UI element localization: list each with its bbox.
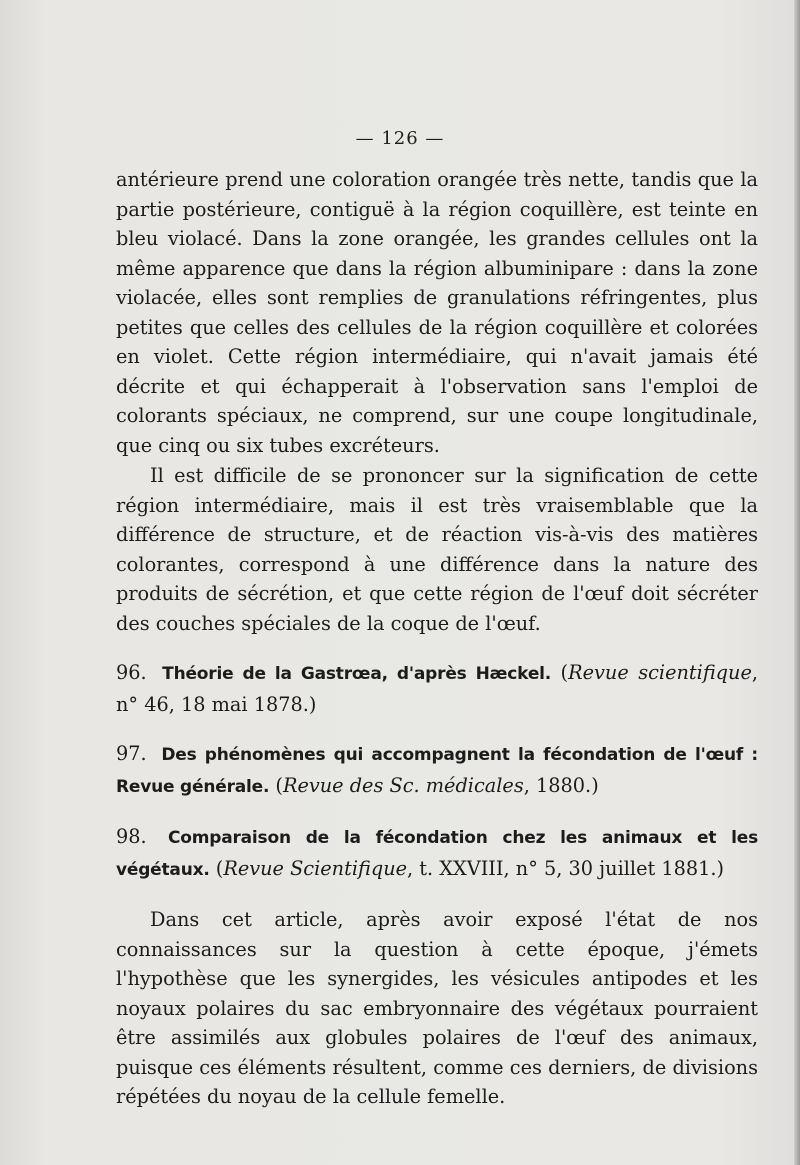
bibliography-entry-98 [116, 822, 758, 885]
entry-ref-details: , n° 46, 18 mai 1878.) [116, 661, 758, 716]
entry-number: 98. [116, 825, 147, 848]
entry-title: Des phénomènes qui accompagnent la fécondation de l'œuf : Revue générale. [116, 745, 758, 797]
entry-title: Théorie de la Gastrœa, d'après Hæckel. [162, 664, 552, 684]
entry-ref-details: , 1880.) [523, 773, 599, 797]
entry-ref-open: ( [560, 661, 569, 684]
entry-ref-details: , t. XXVIII, n° 5, 30 juillet 1881.) [407, 856, 725, 880]
page-number: — 126 — [355, 128, 445, 149]
entry-ref-open: ( [275, 773, 283, 797]
entry-journal: Revue des Sc. médicales [282, 773, 524, 797]
bibliography-entry-97 [116, 739, 758, 802]
bibliography-entry-96 [116, 658, 758, 719]
paragraph-2: Il est difficile de se prononcer sur la signification de cette région intermédiaire, mais il est très vraisemblable que la différence de structure, et de réaction vis-à-vis des matières colorantes, correspond à une différence dans la nature des produits de sécrétion, et que cette région de l'œuf doit sécréter des couches spéciales de la coque de l'œuf. [116, 464, 758, 635]
entry-number: 97. [116, 742, 147, 765]
entry-journal: Revue Scientifique [223, 856, 408, 880]
paragraph-1: antérieure prend une coloration orangée très nette, tandis que la partie postérieure, contiguë à la région coquillère, est teinte en bleu violacé. Dans la zone orangée, les grandes cellules ont la même apparence que dans la région albuminipare : dans la zone violacée, elles sont remplies de granulations réfringentes, plus petites que celles des cellules de la région coquillère et colorées en violet. Cette région intermédiaire, qui n'avait jamais été décrite et qui échapperait à l'observation sans l'emploi de colorants spéciaux, ne comprend, sur une coupe longitudinale, que cinq ou six tubes excréteurs. [116, 168, 758, 457]
entry-title: Comparaison de la fécondation chez les animaux et les végétaux. [116, 828, 758, 880]
page-content [116, 165, 758, 1112]
page-edge [794, 0, 800, 1165]
entry-discussion: Dans cet article, après avoir exposé l'état de nos connaissances sur la question à cette époque, j'émets l'hypothèse que les synergides, les vésicules antipodes et les noyaux polaires du sac embryonnaire des végétaux pourraient être assimilés aux globules polaires de l'œuf des animaux, puisque ces éléments résultent, comme ces derniers, de divisions répétées du noyau de la cellule femelle. [116, 908, 758, 1108]
entry-ref-open: ( [215, 856, 224, 880]
entry-journal: Revue scientifique [568, 661, 752, 684]
entry-number: 96. [116, 661, 147, 684]
